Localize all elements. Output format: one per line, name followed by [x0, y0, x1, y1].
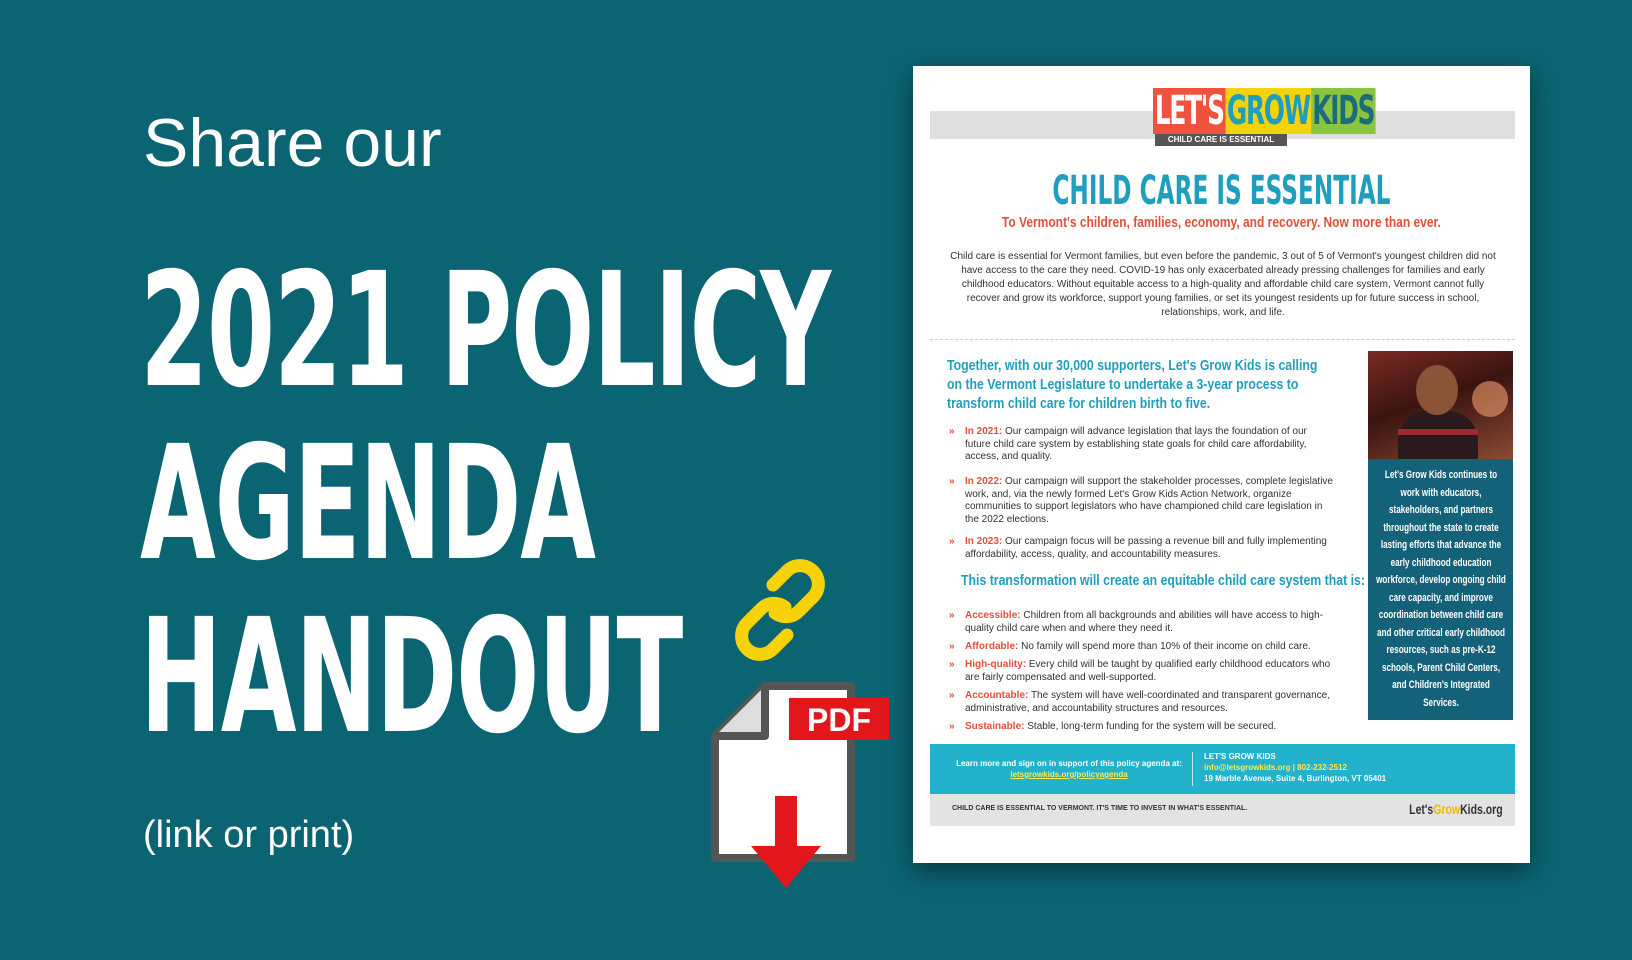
lets-grow-kids-logo — [1153, 88, 1375, 150]
footer-divider — [1192, 752, 1193, 786]
document-title: CHILD CARE IS ESSENTIAL — [1052, 168, 1391, 214]
headline-line-1: 2021 POLICY — [140, 239, 830, 423]
document-intro: Child care is essential for Vermont families, but even before the pandemic, 3 out of 5 of Vermont's youngest children did not have access to the care they need. COVID-19 has only exacerbated already pressing challenges for families and early childhood educators. Without equitable access to a high-quality and affordable child care system, Vermont cannot fully recover and grow its workforce, support young families, or set its youngest residents up for future success in school, relationships, work, and life. — [950, 251, 1496, 318]
trait-item: » Accountable: The system will have well-coordinated and transparent governance, administrative, and accountability structures and resources. — [949, 690, 1331, 714]
year-item: » In 2021: Our campaign will advance legislation that lays the foundation of our future child care system by establishing state goals for child care affordability, access, and quality. — [949, 426, 1307, 462]
footer-email-phone[interactable]: info@letsgrowkids.org | 802-232-2512 — [1204, 763, 1347, 772]
pdf-download-icon[interactable] — [705, 678, 895, 913]
lead-paragraph: Together, with our 30,000 supporters, Let's Grow Kids is calling on the Vermont Legislature to undertake a 3-year process to transform child care for children birth to five. — [947, 357, 1318, 412]
trait-item: » High-quality: Every child will be taught by qualified early childhood educators who are fairly compensated and well-supported. — [949, 659, 1331, 683]
footer-band — [930, 744, 1515, 794]
lead-paragraph-2: This transformation will create an equitable child care system that is: — [961, 572, 1365, 589]
post-heading: (link or print) — [143, 814, 355, 856]
sidebar-callout: Let's Grow Kids continues to work with educators, stakeholders, and partners throughout the state to create lasting efforts that advance the early childhood education workforce, develop ongoing child care capacity, and improve coordination between child care and other critical early childhood resources, such as pre-K-12 schools, Parent Child Centers, and Children's Integrated Services. — [1368, 459, 1513, 720]
footer-tagline: CHILD CARE IS ESSENTIAL TO VERMONT. IT'S TIME TO INVEST IN WHAT'S ESSENTIAL. — [952, 805, 1248, 812]
footer-site-logo: Let'sGrowKids.org — [1409, 801, 1503, 817]
footer-contact — [1204, 751, 1386, 784]
trait-item: » Accessible: Children from all backgrounds and abilities will have access to high-quality child care when and where they need it. — [949, 610, 1323, 634]
trait-item: » Sustainable: Stable, long-term funding for the system will be secured. — [949, 721, 1277, 732]
footer-url[interactable]: letsgrowkids.org/policyagenda — [1010, 770, 1128, 779]
footer-bar — [930, 794, 1515, 826]
logo-wordmark: LET'SGROWKIDS — [1154, 88, 1375, 134]
year-item: » In 2023: Our campaign focus will be passing a revenue bill and fully implementing affordability, access, quality, and accountability measures. — [949, 536, 1327, 560]
child-photo — [1368, 351, 1513, 459]
footer-address: 19 Marble Avenue, Suite 4, Burlington, VT 05401 — [1204, 774, 1387, 783]
link-icon[interactable] — [725, 555, 835, 665]
policy-handout-document[interactable] — [913, 66, 1530, 863]
year-item: » In 2022: Our campaign will support the stakeholder processes, complete legislative work, and, via the newly formed Let's Grow Kids Action Network, organize communities to support legislators who have championed child care legislation in the 2022 elections. — [949, 476, 1333, 525]
footer-org: LET'S GROW KIDS — [1204, 752, 1276, 761]
pdf-label: PDF — [807, 702, 871, 738]
document-subtitle: To Vermont's children, families, economy, and recovery. Now more than ever. — [1002, 214, 1441, 231]
footer-learn: Learn more and sign on in support of this policy agenda at: letsgrowkids.org/policyagenda — [956, 759, 1182, 779]
headline-line-2: AGENDA — [140, 412, 595, 596]
trait-item: » Affordable: No family will spend more than 10% of their income on child care. — [949, 641, 1311, 652]
logo-subtitle: CHILD CARE IS ESSENTIAL — [1155, 134, 1287, 146]
divider — [930, 339, 1515, 340]
headline-line-3: HANDOUT — [140, 585, 683, 769]
pre-heading: Share our — [143, 105, 442, 181]
